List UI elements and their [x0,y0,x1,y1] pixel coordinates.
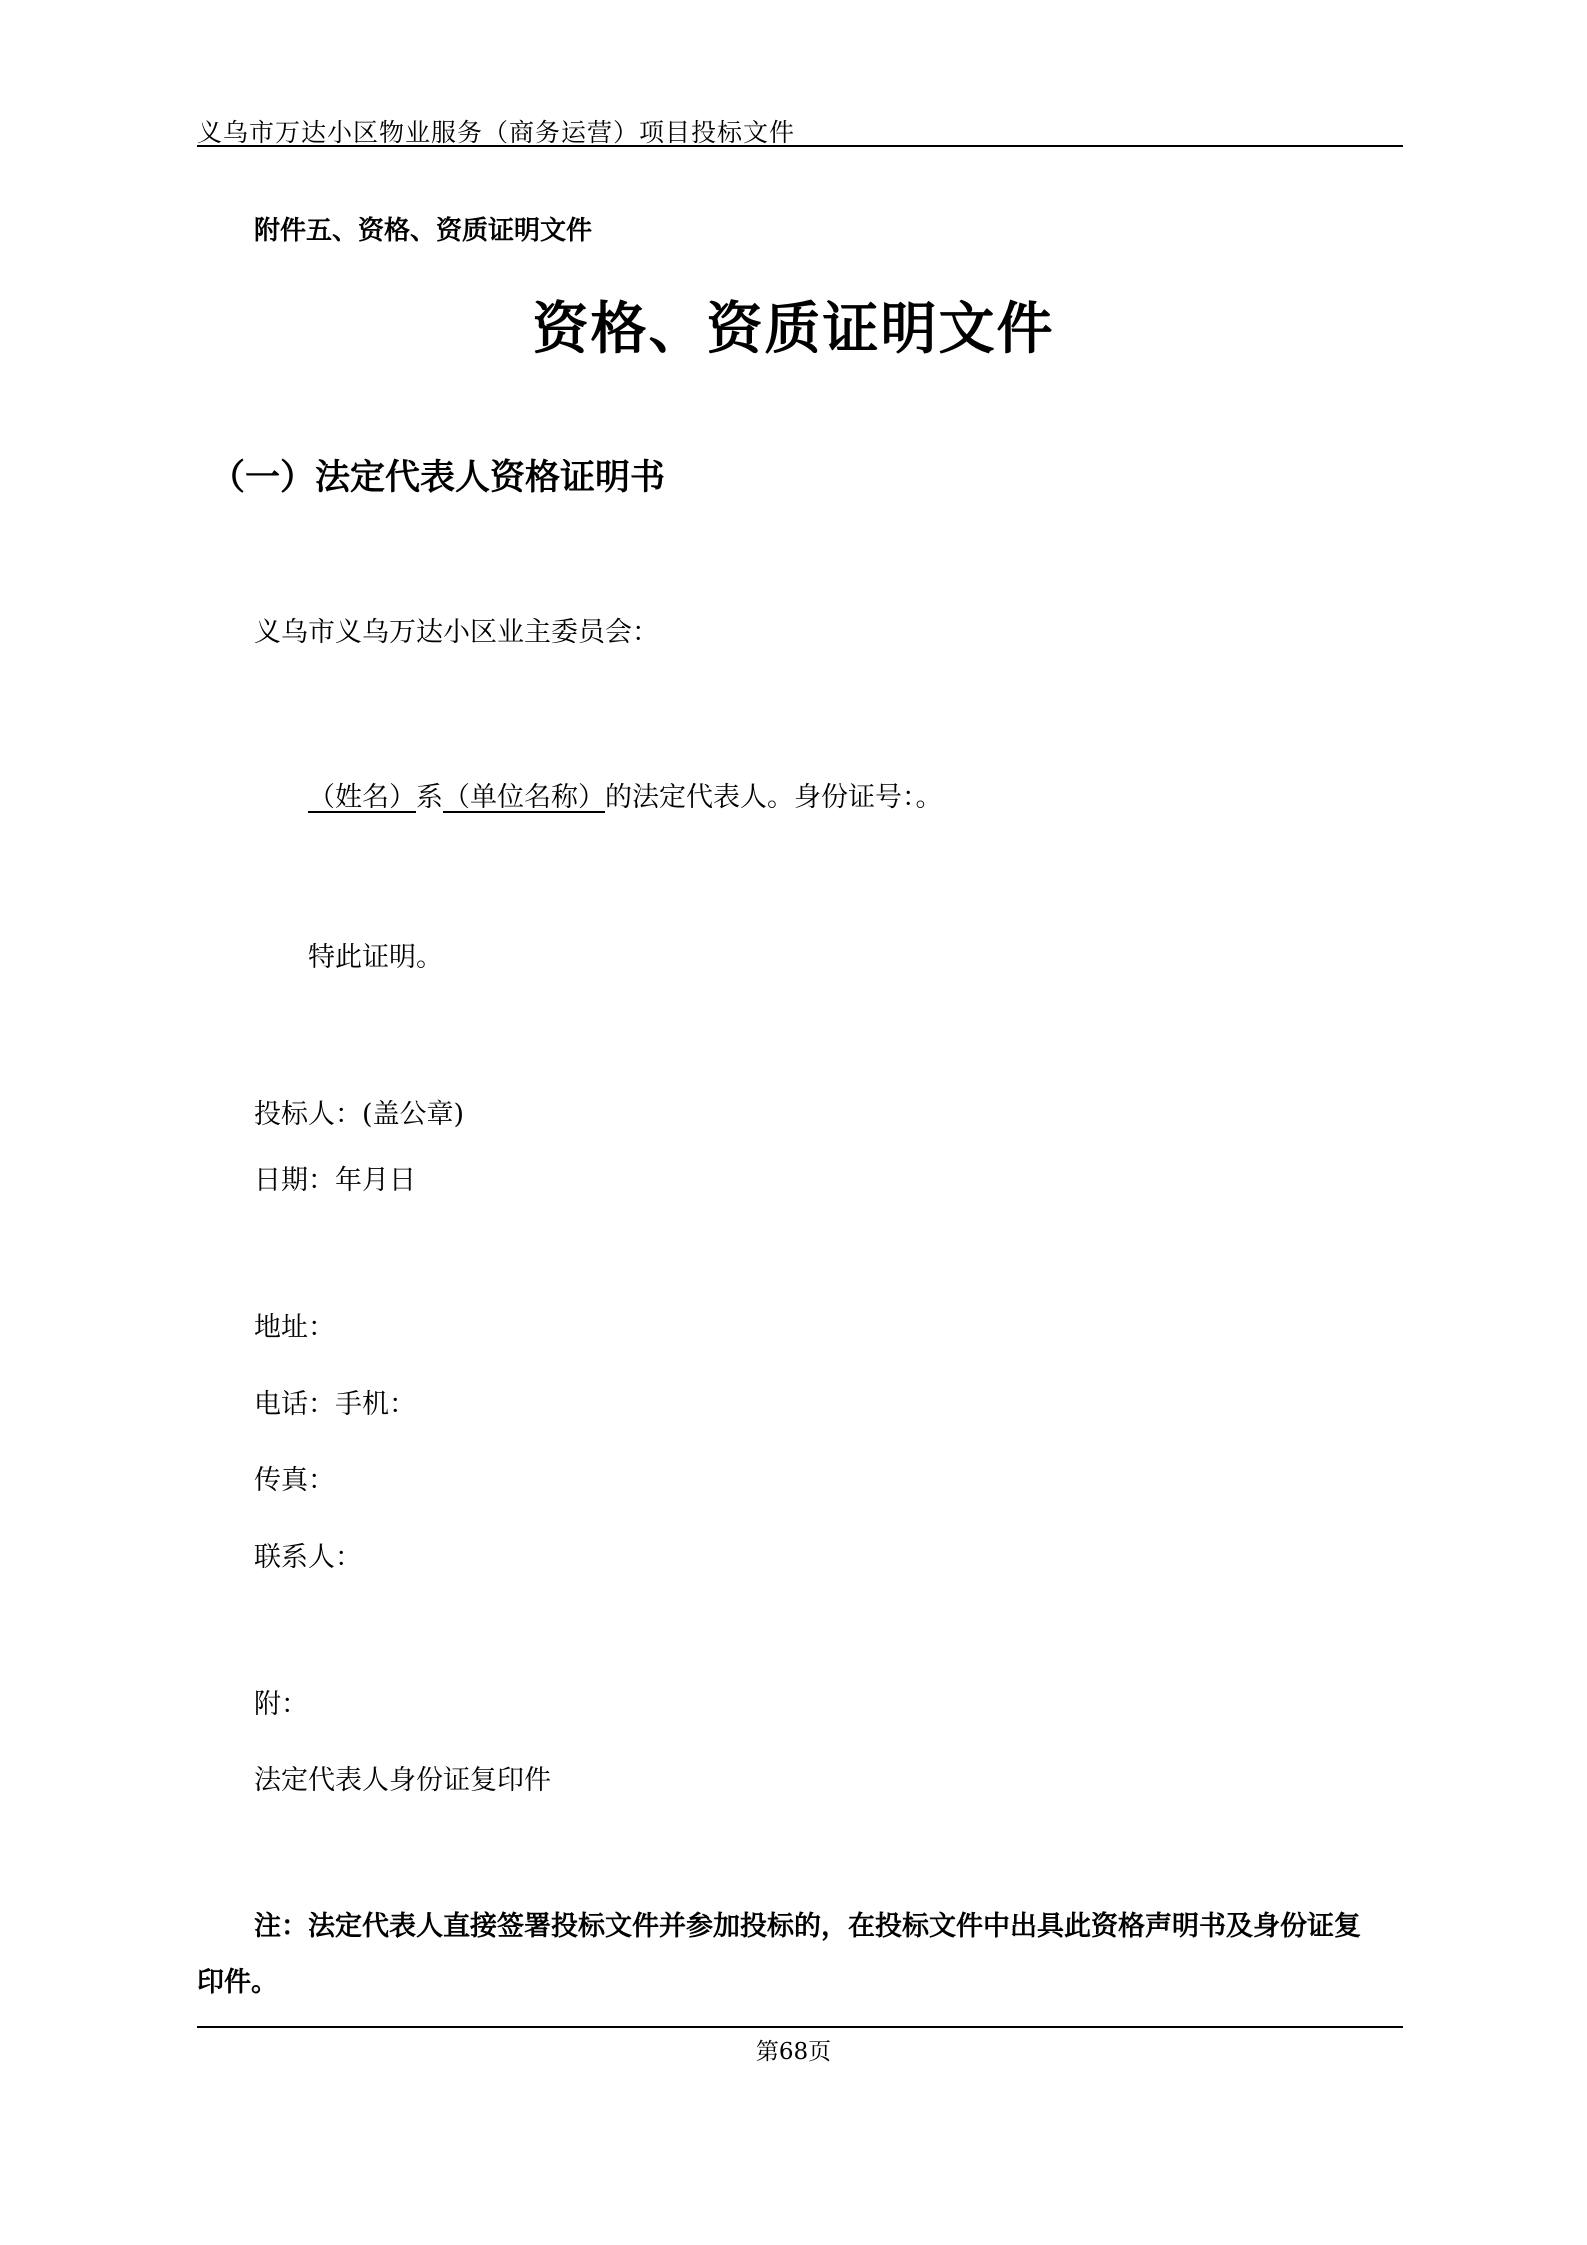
certify-text: 特此证明。 [308,942,443,973]
note-line-1: 注：法定代表人直接签署投标文件并参加投标的，在投标文件中出具此资格声明书及身份证复 [254,1911,1361,1942]
page-number: 第68页 [755,2039,832,2065]
name-field: （姓名） [308,782,416,813]
statement-connector: 系 [416,782,443,813]
section-title: （一）法定代表人资格证明书 [210,458,666,498]
organization-field: （单位名称） [443,782,605,813]
phone-line: 电话：手机： [254,1389,416,1420]
header-divider [197,145,1403,147]
statement-rest: 的法定代表人。身份证号：。 [605,782,943,813]
statement-line [308,775,943,814]
attachment-label: 附： [254,1689,308,1720]
annex-label: 附件五、资格、资质证明文件 [254,216,593,246]
page-header-title: 义乌市万达小区物业服务（商务运营）项目投标文件 [197,118,796,147]
address-line: 地址： [254,1312,335,1343]
addressee: 义乌市义乌万达小区业主委员会： [254,617,659,648]
footer-divider [197,2026,1403,2028]
date-line: 日期：年月日 [254,1165,416,1196]
main-title: 资格、资质证明文件 [532,297,1055,362]
note-line-2: 印件。 [197,1967,278,1998]
attachment-item: 法定代表人身份证复印件 [254,1765,551,1796]
bidder-seal-line: 投标人：(盖公章) [254,1099,465,1130]
fax-line: 传真： [254,1465,335,1496]
contact-person-line: 联系人： [254,1542,362,1573]
